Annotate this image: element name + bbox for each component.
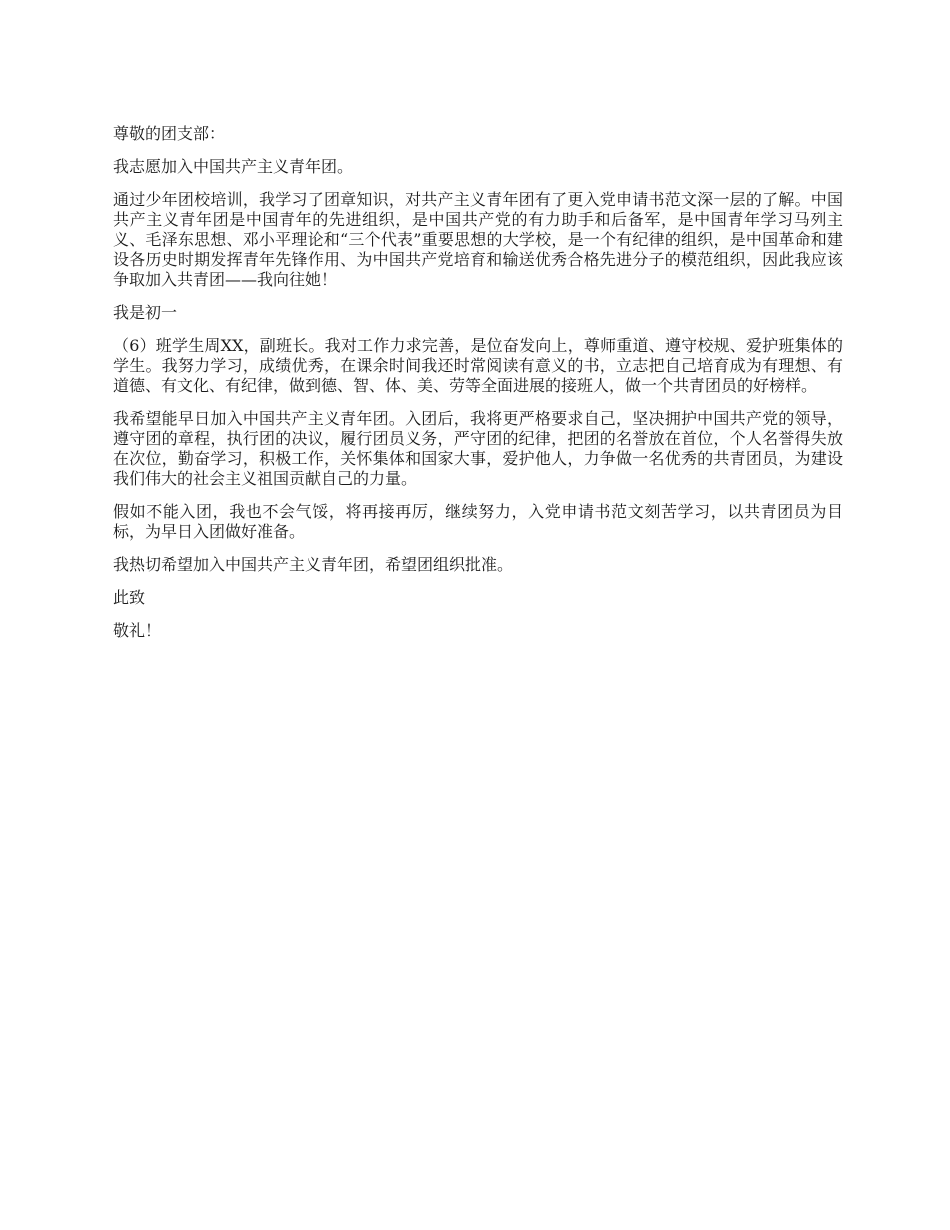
paragraph-self-introduction: （6）班学生周XX，副班长。我对工作力求完善，是位奋发向上，尊师重道、遵守校规、爱护班集体的学生。我努力学习，成绩优秀，在课余时间我还时常阅读有意义的书，立志把自己培育成为有理想、有道德、有文化、有纪律，做到德、智、体、美、劳等全面进展的接班人，做一个共青团员的好榜样。 (113, 336, 843, 395)
salutation: 尊敬的团支部： (113, 124, 226, 143)
letter-body (113, 124, 843, 654)
paragraph-understanding: 通过少年团校培训，我学习了团章知识，对共产主义青年团有了更入党申请书范文深一层的了解。中国共产主义青年团是中国青年的先进组织，是中国共产党的有力助手和后备军，是中国青年学习马列主义、毛泽东思想、邓小平理论和“三个代表”重要思想的大学校，是一个有纪律的组织，是中国革命和建设各历史时期发挥青年先锋作用、为中国共产党培育和输送优秀合格先进分子的模范组织，因此我应该争取加入共青团——我向往她！ (113, 190, 843, 289)
paragraph-request: 我热切希望加入中国共产主义青年团，希望团组织批准。 (113, 555, 514, 574)
closing-salute: 敬礼！ (113, 621, 162, 640)
paragraph-intent: 我志愿加入中国共产主义青年团。 (113, 157, 354, 176)
paragraph-grade: 我是初一 (113, 303, 178, 322)
closing-regards: 此致 (113, 588, 146, 607)
paragraph-perseverance: 假如不能入团，我也不会气馁，将再接再厉，继续努力，入党申请书范文刻苦学习，以共青团员为目标，为早日入团做好准备。 (113, 502, 843, 541)
paragraph-commitment: 我希望能早日加入中国共产主义青年团。入团后，我将更严格要求自己，坚决拥护中国共产党的领导，遵守团的章程，执行团的决议，履行团员义务，严守团的纪律，把团的名誉放在首位，个人名誉得失放在次位，勤奋学习，积极工作，关怀集体和国家大事，爱护他人，力争做一名优秀的共青团员，为建设我们伟大的社会主义祖国贡献自己的力量。 (113, 409, 843, 488)
